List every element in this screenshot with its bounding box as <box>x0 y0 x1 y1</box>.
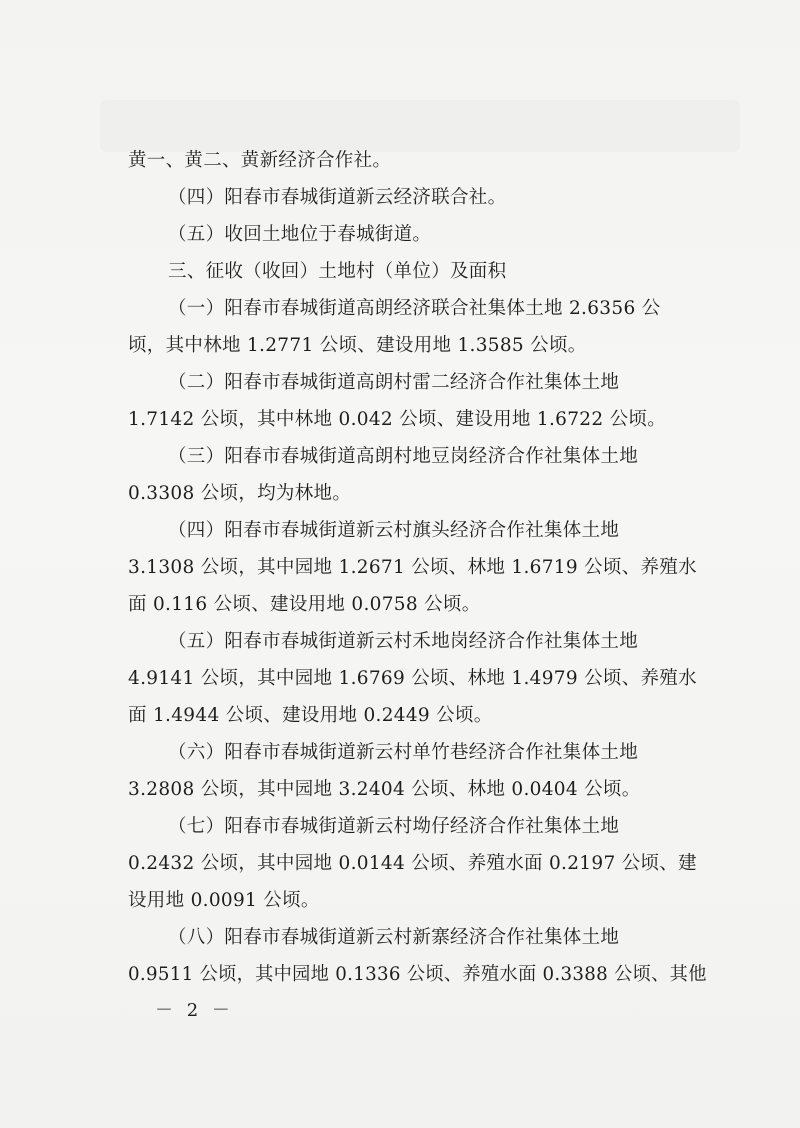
text-line-15: 4.9141 公顷，其中园地 1.6769 公顷、林地 1.4979 公顷、养殖水 <box>128 668 697 689</box>
text-line-21: 设用地 0.0091 公顷。 <box>128 890 320 911</box>
text-line-23: 0.9511 公顷，其中园地 0.1336 公顷、养殖水面 0.3388 公顷、其他 <box>128 964 707 985</box>
text-line-3: （五）收回土地位于春城街道。 <box>168 224 432 245</box>
page-number: － 2 － <box>155 1000 234 1021</box>
text-line-7: （二）阳春市春城街道高朗村雷二经济合作社集体土地 <box>168 372 620 393</box>
text-line-22: （八）阳春市春城街道新云村新寨经济合作社集体土地 <box>168 927 620 948</box>
text-line-10: 0.3308 公顷，均为林地。 <box>128 483 352 504</box>
text-line-6: 顷，其中林地 1.2771 公顷、建设用地 1.3585 公顷。 <box>128 335 587 356</box>
text-line-13: 面 0.116 公顷、建设用地 0.0758 公顷。 <box>128 594 481 615</box>
text-line-2: （四）阳春市春城街道新云经济联合社。 <box>168 187 507 208</box>
text-line-9: （三）阳春市春城街道高朗村地豆岗经济合作社集体土地 <box>168 446 639 467</box>
text-line-14: （五）阳春市春城街道新云村禾地岗经济合作社集体土地 <box>168 631 639 652</box>
section-heading: 三、征收（收回）土地村（单位）及面积 <box>168 261 507 282</box>
bleed-through-shadow <box>100 100 740 152</box>
text-line-17: （六）阳春市春城街道新云村单竹巷经济合作社集体土地 <box>168 742 639 763</box>
text-line-12: 3.1308 公顷，其中园地 1.2671 公顷、林地 1.6719 公顷、养殖水 <box>128 557 697 578</box>
text-line-11: （四）阳春市春城街道新云村旗头经济合作社集体土地 <box>168 520 620 541</box>
text-line-19: （七）阳春市春城街道新云村坳仔经济合作社集体土地 <box>168 816 620 837</box>
text-line-5: （一）阳春市春城街道高朗经济联合社集体土地 2.6356 公 <box>168 298 661 319</box>
text-line-20: 0.2432 公顷，其中园地 0.0144 公顷、养殖水面 0.2197 公顷、建 <box>128 853 697 874</box>
text-line-8: 1.7142 公顷，其中林地 0.042 公顷、建设用地 1.6722 公顷。 <box>128 409 667 430</box>
text-line-1: 黄一、黄二、黄新经济合作社。 <box>128 150 392 171</box>
text-line-16: 面 1.4944 公顷、建设用地 0.2449 公顷。 <box>128 705 493 726</box>
text-line-18: 3.2808 公顷，其中园地 3.2404 公顷、林地 0.0404 公顷。 <box>128 779 641 800</box>
